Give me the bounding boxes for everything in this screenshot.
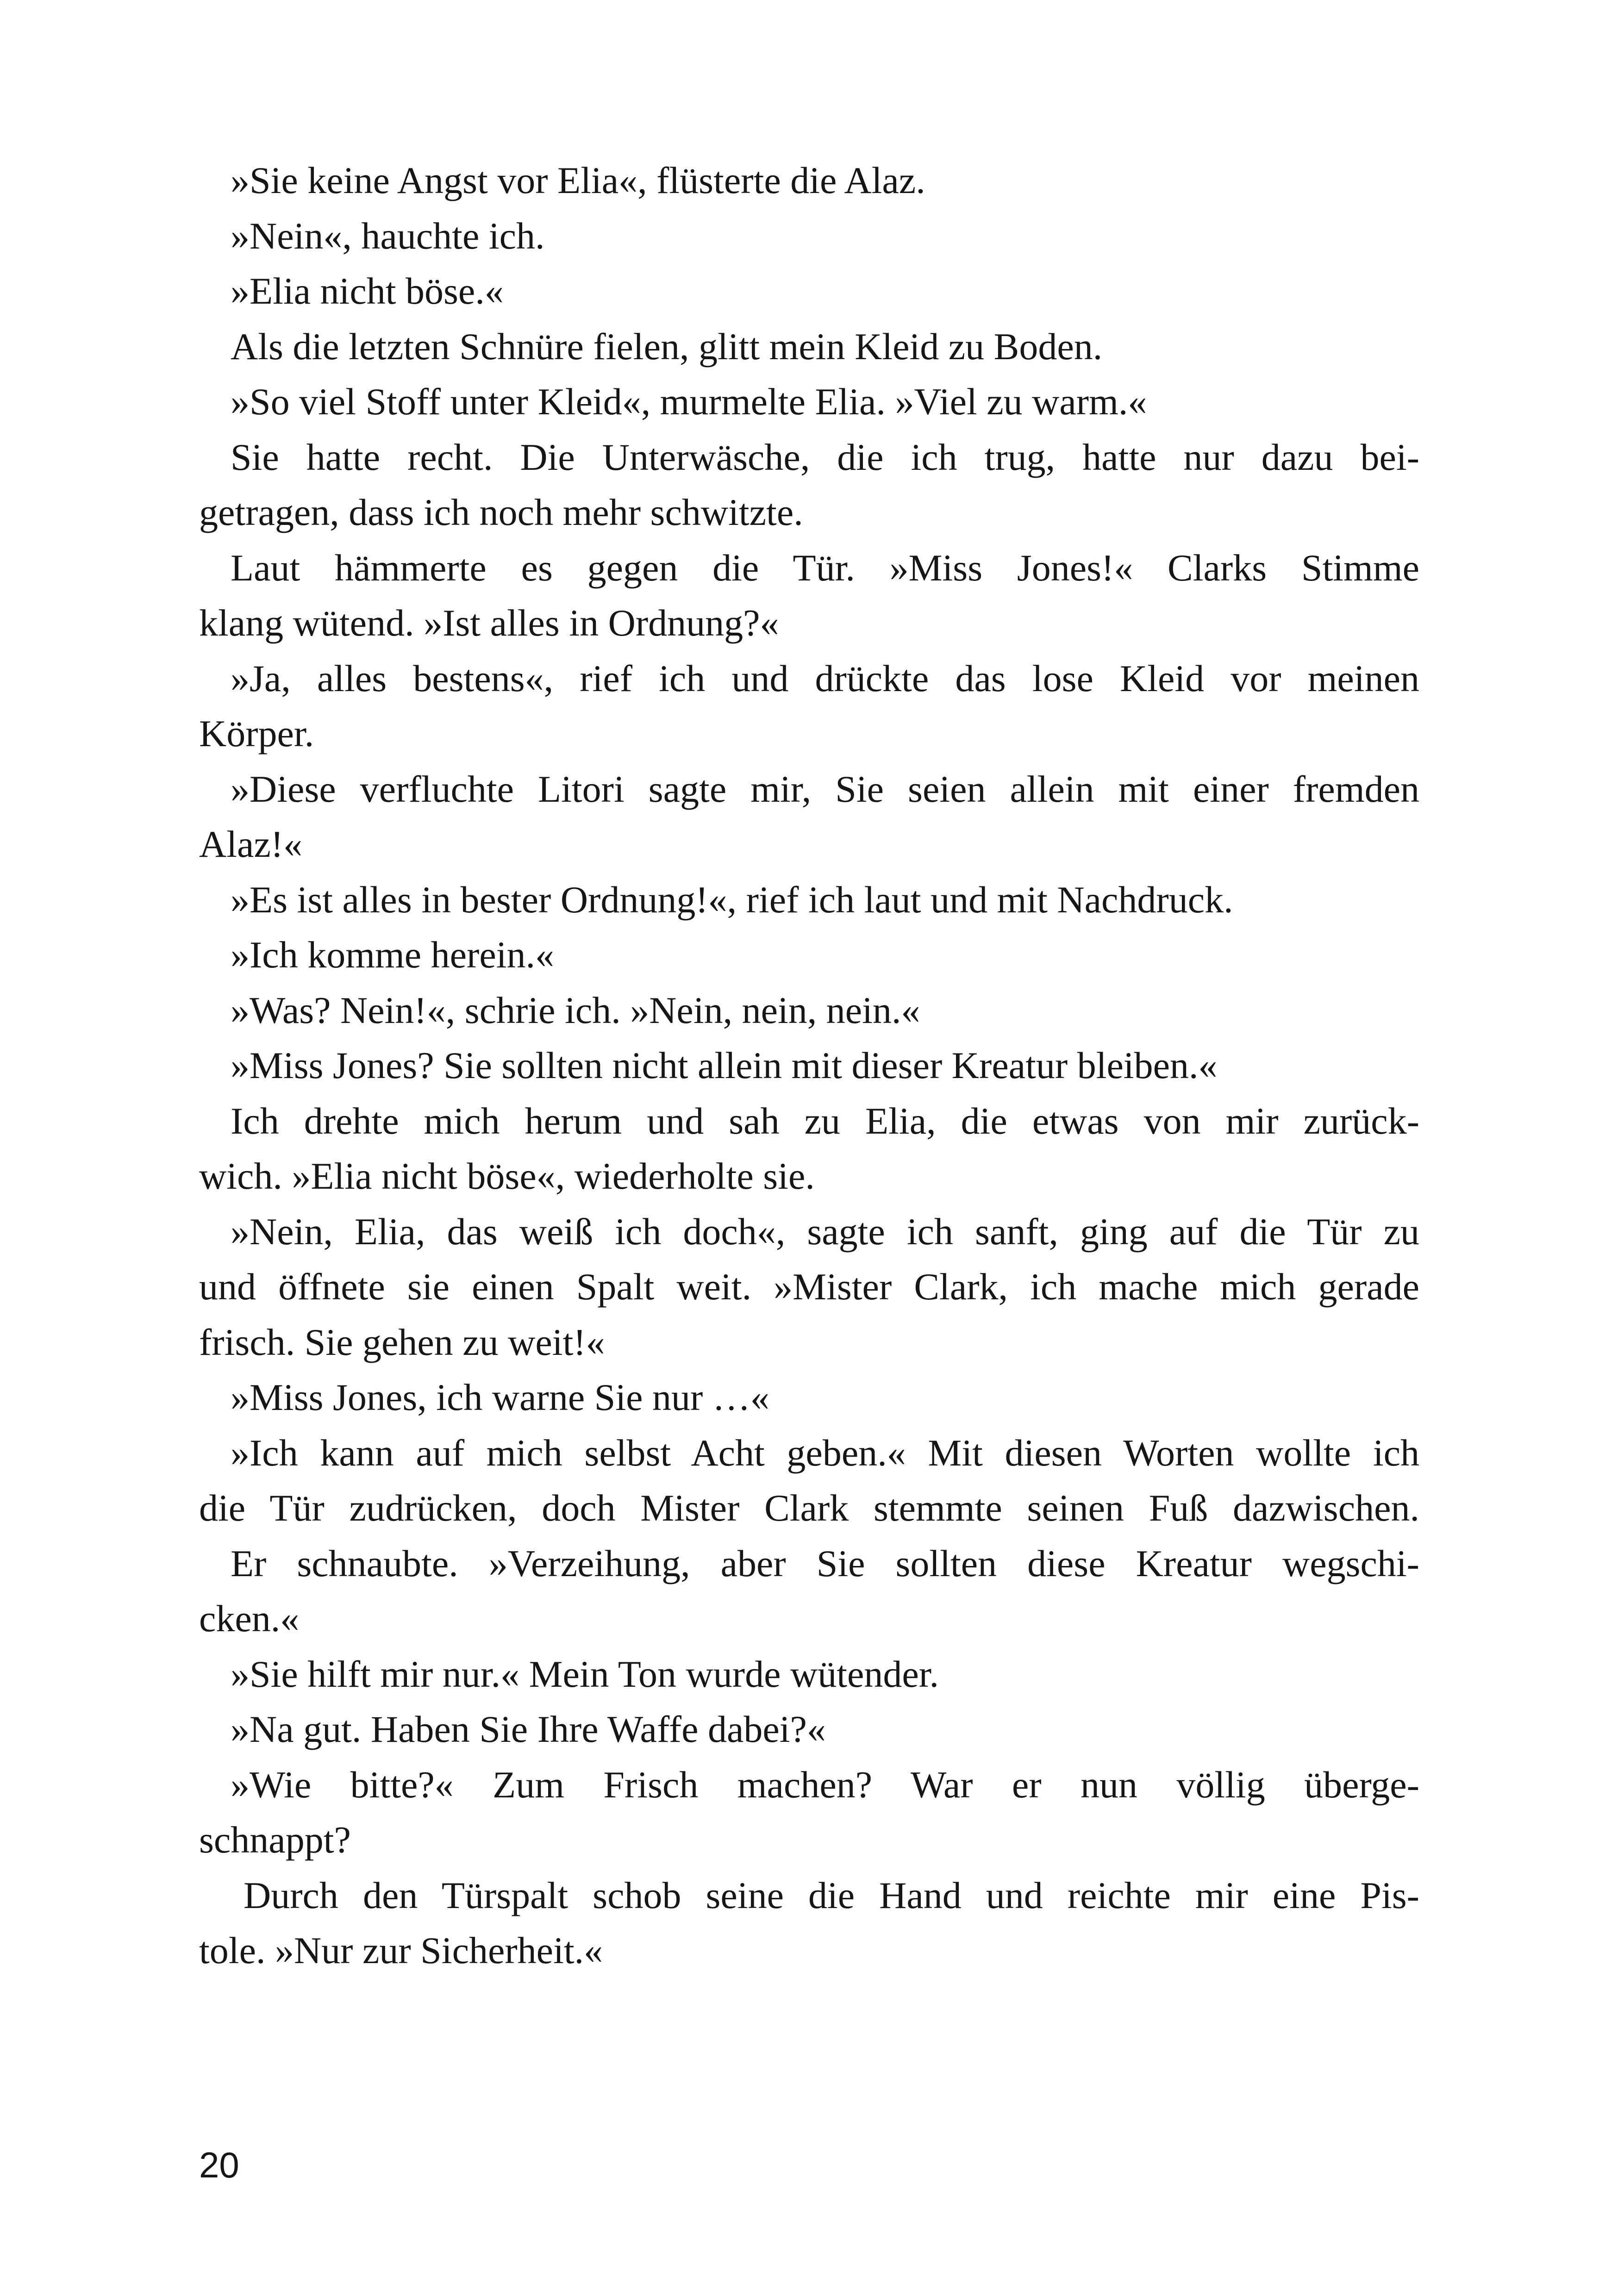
text-line: »Miss Jones? Sie sollten nicht allein mit dieser Kreatur bleiben.« [231,1044,1218,1086]
text-line: Als die letzten Schnüre fielen, glitt mein Kleid zu Boden. [231,325,1103,368]
text-line: Er schnaubte. »Verzeihung, aber Sie sollten diese Kreatur wegschi- [231,1542,1419,1584]
text-line: getragen, dass ich noch mehr schwitzte. [199,491,803,533]
text-line: »Es ist alles in bester Ordnung!«, rief ich laut und mit Nachdruck. [231,878,1233,921]
text-line: Durch den Türspalt schob seine die Hand und reichte mir eine Pis- [244,1874,1419,1916]
text-line: »Nein«, hauchte ich. [231,214,545,257]
text-line: »Ja, alles bestens«, rief ich und drückte das lose Kleid vor meinen [231,657,1419,699]
page-number: 20 [199,2145,239,2185]
text-line: cken.« [199,1597,300,1640]
body-text [199,153,1419,1978]
text-line: Sie hatte recht. Die Unterwäsche, die ich trug, hatte nur dazu bei- [231,436,1419,478]
text-line: Laut hämmerte es gegen die Tür. »Miss Jones!« Clarks Stimme [231,546,1419,589]
text-line: »So viel Stoff unter Kleid«, murmelte Elia. »Viel zu warm.« [231,380,1147,423]
text-line: »Nein, Elia, das weiß ich doch«, sagte ich sanft, ging auf die Tür zu [231,1210,1419,1253]
text-line: und öffnete sie einen Spalt weit. »Mister Clark, ich mache mich gerade [199,1266,1419,1308]
text-line: »Wie bitte?« Zum Frisch machen? War er nun völlig überge- [231,1763,1419,1806]
text-line: Alaz!« [199,823,303,865]
text-line: frisch. Sie gehen zu weit!« [199,1321,605,1363]
text-line: »Sie hilft mir nur.« Mein Ton wurde wütender. [231,1653,939,1695]
text-line: Körper. [199,712,314,755]
text-line: »Sie keine Angst vor Elia«, flüsterte die Alaz. [231,159,925,201]
text-line: »Ich komme herein.« [231,934,555,976]
text-line: »Ich kann auf mich selbst Acht geben.« Mit diesen Worten wollte ich [231,1431,1419,1474]
text-line: »Elia nicht böse.« [231,270,504,312]
text-line: die Tür zudrücken, doch Mister Clark stemmte seinen Fuß dazwischen. [199,1487,1419,1529]
text-line: Ich drehte mich herum und sah zu Elia, die etwas von mir zurück- [231,1099,1419,1142]
text-line: »Diese verfluchte Litori sagte mir, Sie seien allein mit einer fremden [231,767,1419,810]
text-line: »Miss Jones, ich warne Sie nur …« [231,1376,769,1418]
text-line: »Was? Nein!«, schrie ich. »Nein, nein, nein.« [231,989,920,1031]
text-line: tole. »Nur zur Sicherheit.« [199,1929,603,1971]
text-line: wich. »Elia nicht böse«, wiederholte sie. [199,1155,815,1197]
text-line: klang wütend. »Ist alles in Ordnung?« [199,602,779,644]
text-line: »Na gut. Haben Sie Ihre Waffe dabei?« [231,1708,826,1750]
text-line: schnappt? [199,1819,351,1861]
